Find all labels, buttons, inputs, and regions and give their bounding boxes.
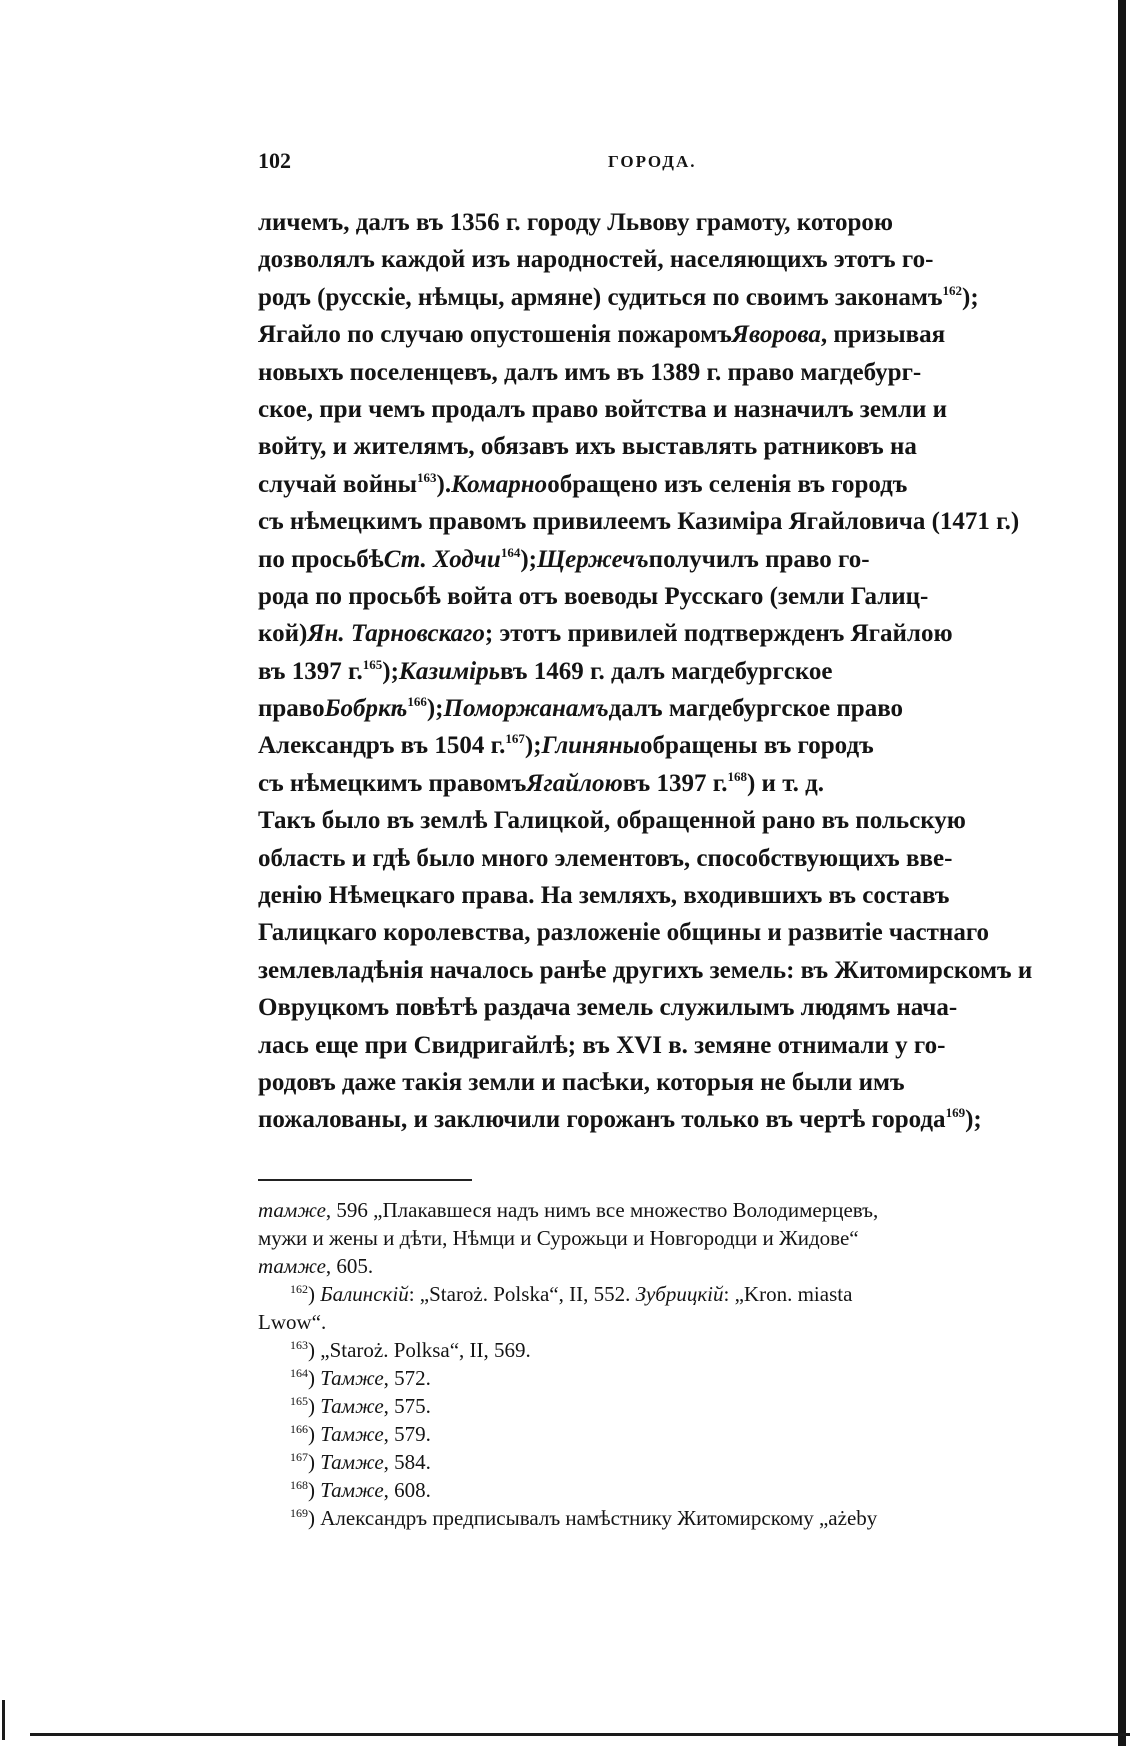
footnote-165: $^{165}$) Тамже, 575. <box>290 1394 431 1418</box>
footnote-163: $^{163}$) „Staroż. Polksa“, II, 569. <box>290 1338 531 1362</box>
place-name: Яворова <box>731 321 821 349</box>
person-name: Ян. Тарновскаго <box>307 620 485 648</box>
page-number: 102 <box>258 148 291 173</box>
place-name: Бобркѣ <box>324 695 408 723</box>
text-line-3: родъ (русскіе, нѣмцы, армяне) судиться по своимъ законамъ$^{162}$); <box>258 282 979 311</box>
source-ref: тамже <box>258 1254 326 1278</box>
footnote-ref-169: 169 <box>945 1105 966 1121</box>
text-line-4: Ягайло по случаю опустошенія пожаромъЯворова, призывая <box>258 316 1048 353</box>
source-ref: Тамже <box>320 1450 384 1474</box>
footnote-164: $^{164}$) Тамже, 572. <box>290 1366 431 1390</box>
scan-border-bottom <box>30 1733 1130 1736</box>
footnote-ref-163: 163 <box>417 469 437 485</box>
place-name: Комарно <box>451 470 548 498</box>
text-line-1: личемъ, далъ въ 1356 г. городу Львову грамоту, которою <box>258 209 893 236</box>
place-name: Поморжанамъ <box>443 695 609 723</box>
author-name: Зубрицкій <box>635 1282 724 1306</box>
person-name: Ягайлою <box>526 769 623 797</box>
footnote-line-1: тамже, 596 „Плакавшеся надъ нимъ все множество Володимерцевъ, <box>258 1198 879 1222</box>
text-line-7: войту, и жителямъ, обязавъ ихъ выставлять ратниковъ на <box>258 433 917 461</box>
footnote-number: 166 <box>290 1422 308 1436</box>
footnote-ref-165: 165 <box>362 656 383 672</box>
source-ref: Тамже <box>320 1394 384 1418</box>
text-line-16: съ нѣмецкимъ правомъЯгайлоювъ 1397 г.$^{168}$) и т. д. <box>258 765 1048 802</box>
footnote-line-2: мужи и жены и дѣти, Нѣмци и Сурожьци и Новгородци и Жидове“ <box>258 1226 859 1250</box>
text-line-21: землевладѣнія началось ранѣе другихъ земель: въ Житомирскомъ и <box>258 956 1033 984</box>
footnote-ref-162: 162 <box>942 282 963 298</box>
footnote-162: $^{162}$) Балинскій: „Staroż. Polska“, II, 552. Зубрицкій: „Kron. miasta <box>290 1282 853 1306</box>
footnotes <box>258 1196 1048 1532</box>
scan-border-right <box>1118 0 1126 1746</box>
text-line-2: дозволялъ каждой изъ народностей, населяющихъ этотъ го- <box>258 246 934 274</box>
scan-border-left-mark <box>2 1700 5 1740</box>
text-line-9: съ нѣмецкимъ правомъ привилеемъ Казиміра Ягайловича (1471 г.) <box>258 508 1020 536</box>
footnote-ref-168: 168 <box>727 768 747 784</box>
footnote-number: 164 <box>290 1366 308 1380</box>
text-line-25: пожалованы, и заключили горожанъ только въ чертѣ города$^{169}$); <box>258 1105 982 1134</box>
footnote-line-3: тамже, 605. <box>258 1254 374 1278</box>
text-line-6: ское, при чемъ продалъ право войтства и назначилъ земли и <box>258 395 948 423</box>
footnote-169: $^{169}$) Александръ предписывалъ намѣстнику Житомирскому „ażeby <box>290 1506 878 1530</box>
running-title: ГОРОДА. <box>608 152 697 171</box>
footnote-166: $^{166}$) Тамже, 579. <box>290 1422 431 1446</box>
source-ref: тамже <box>258 1198 326 1222</box>
text-line-13: въ 1397 г.$^{165}$);Казимірьвъ 1469 г. далъ магдебургское <box>258 653 1048 690</box>
text-line-20: Галицкаго королевства, разложеніе общины и развитіе частнаго <box>258 919 990 947</box>
text-line-10: по просьбѣСт. Ходчи$^{164}$);Щержечъполучилъ право го- <box>258 541 1048 578</box>
text-line-14: правоБобркѣ$^{166}$);Поморжанамъдалъ магдебургское право <box>258 690 1048 727</box>
footnote-ref-167: 167 <box>505 731 525 747</box>
footnote-168: $^{168}$) Тамже, 608. <box>290 1478 431 1502</box>
footnote-167: $^{167}$) Тамже, 584. <box>290 1450 431 1474</box>
source-ref: Тамже <box>320 1366 384 1390</box>
footnote-number: 162 <box>290 1282 308 1296</box>
person-name: Казимірь <box>398 657 501 685</box>
source-ref: Тамже <box>320 1478 384 1502</box>
text-line-23: лась еще при Свидригайлѣ; въ XVI в. земяне отнимали у го- <box>258 1031 946 1059</box>
footnote-number: 165 <box>290 1394 308 1408</box>
place-name: Глиняны <box>541 732 641 760</box>
footnote-number: 163 <box>290 1338 308 1352</box>
text-line-5: новыхъ поселенцевъ, далъ имъ въ 1389 г. право магдебург- <box>258 358 922 386</box>
footnote-ref-164: 164 <box>500 544 521 560</box>
text-line-22: Овруцкомъ повѣтѣ раздача земель служилымъ людямъ нача- <box>258 994 958 1022</box>
source-ref: Тамже <box>320 1422 384 1446</box>
text-line-18: область и гдѣ было много элементовъ, способствующихъ вве- <box>258 844 953 872</box>
text-line-15: Александръ въ 1504 г.$^{167}$);Глиняныобращены въ городъ <box>258 727 1048 764</box>
person-name: Ст. Ходчи <box>383 545 501 573</box>
author-name: Балинскій <box>320 1282 409 1306</box>
text-line-8: случай войны$^{163}$).Комарнообращено изъ селенія въ городъ <box>258 466 1048 503</box>
place-name: Щержечъ <box>537 545 649 573</box>
footnote-number: 168 <box>290 1478 308 1492</box>
footnote-number: 169 <box>290 1506 308 1520</box>
text-line-11: рода по просьбѣ войта отъ воеводы Русскаго (земли Галиц- <box>258 582 929 610</box>
page-header <box>258 148 1048 178</box>
text-line-19: денію Нѣмецкаго права. На земляхъ, входившихъ въ составъ <box>258 882 950 910</box>
main-text <box>258 204 1048 1139</box>
text-line-17: Такъ было въ землѣ Галицкой, обращенной рано въ польскую <box>258 807 966 835</box>
footnote-number: 167 <box>290 1450 308 1464</box>
text-line-12: кой)Ян. Тарновскаго; этотъ привилей подтвержденъ Ягайлою <box>258 615 1048 652</box>
footnote-162-cont: Lwow“. <box>258 1310 327 1334</box>
footnote-ref-166: 166 <box>407 694 427 710</box>
text-line-24: родовъ даже такія земли и пасѣки, которыя не были имъ <box>258 1068 905 1096</box>
footnote-divider <box>258 1179 472 1181</box>
